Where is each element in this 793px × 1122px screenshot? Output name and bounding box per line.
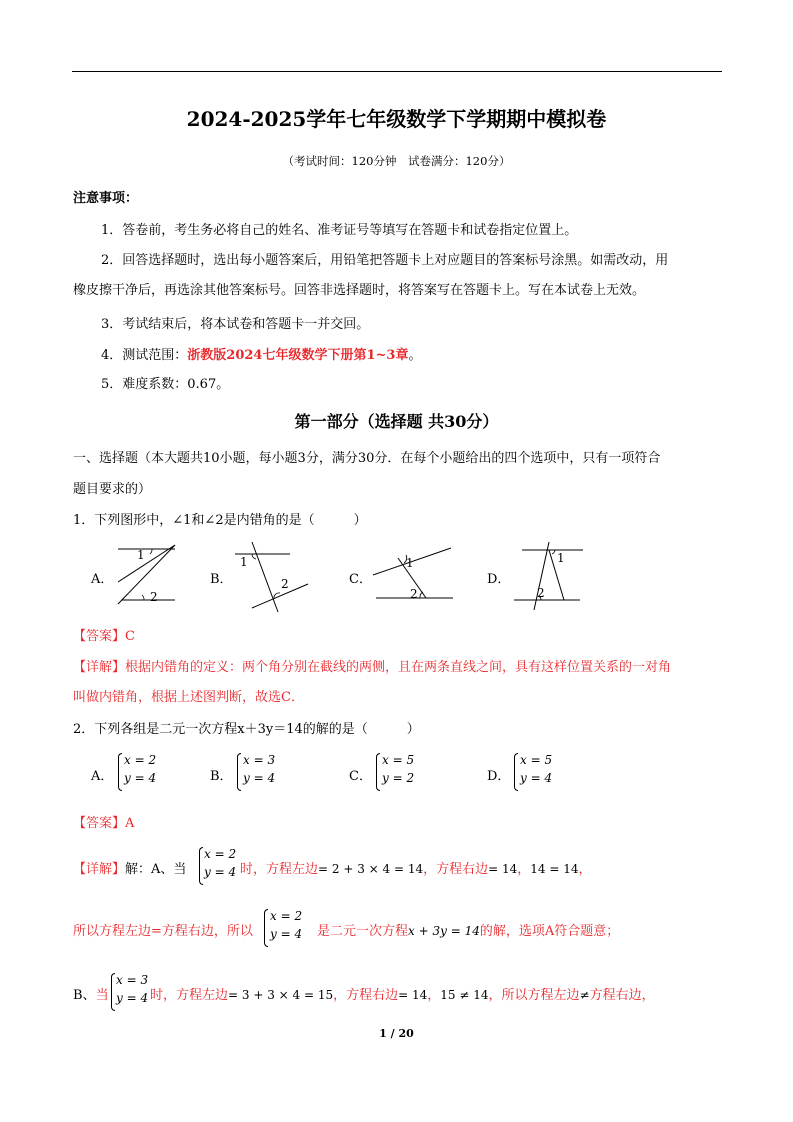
section-instruction-cont: 题目要求的） <box>73 482 152 497</box>
q2-detail-a-text1: 时，方程左边 <box>240 862 319 877</box>
q1-a-angle1: 1 <box>137 548 145 562</box>
q2-d-y: y = 4 <box>520 771 553 785</box>
q2-detail-a-system <box>204 845 236 881</box>
q2-option-b-system <box>243 751 275 787</box>
q1-option-d-label: D． <box>487 572 511 587</box>
q2-detail-a-calc3: 14 = 14 <box>530 862 579 876</box>
q1-detail-cont: 叫做内错角，根据上述图判断，故选C． <box>73 690 304 705</box>
q1-answer: 【答案】C <box>73 629 135 644</box>
q2-option-d-system <box>520 751 552 787</box>
q1-option-c-label: C． <box>349 572 372 587</box>
q2-option-b-label: B． <box>210 769 233 784</box>
q2-c-x: x = 5 <box>382 753 415 767</box>
q2-detail-b-text2: ，方程右边 <box>333 988 399 1003</box>
q2-detail-b-calc2: = 14 <box>398 988 428 1002</box>
q2-detail-a-x: x = 2 <box>204 847 237 861</box>
q2-answer: 【答案】A <box>73 816 135 831</box>
q2-detail-b-calc3: 15 ≠ 14 <box>440 988 489 1002</box>
q2-c-y: y = 2 <box>382 771 415 785</box>
q1-figure-a <box>110 540 180 610</box>
q1-a-angle2: 2 <box>150 590 158 604</box>
q1-figure-d <box>508 540 590 612</box>
q1-c-angle1: 1 <box>406 556 414 570</box>
q2-d-brace <box>514 753 518 791</box>
q2-detail-b-system <box>116 971 148 1007</box>
q1-b-angle2: 2 <box>281 577 289 591</box>
q1-c-angle2: 2 <box>410 587 418 601</box>
q2-a-brace <box>118 753 122 791</box>
q2-detail-line-3-rest <box>150 984 655 1003</box>
q2-detail-a-brace <box>199 847 203 885</box>
q2-detail-l2-text2: 是二元一次方程 <box>317 924 409 939</box>
notice-item-2: 2．回答选择题时，选出每小题答案后，用铅笔把答题卡上对应题目的答案标号涂黑。如需改动，用 <box>101 253 669 268</box>
q2-detail-l2-text1: 所以方程左边=方程右边，所以 <box>73 924 253 939</box>
q2-option-c-label: C． <box>349 769 372 784</box>
q2-detail-b-ne: ≠ <box>579 988 590 1002</box>
q2-detail-b-when: 当 <box>95 988 109 1003</box>
notice-item-4-prefix: 4．测试范围： <box>101 348 188 363</box>
q2-option-d-label: D． <box>487 769 511 784</box>
q2-a-y: y = 4 <box>124 771 157 785</box>
notice-item-3: 3．考试结束后，将本试卷和答题卡一并交回。 <box>101 317 370 332</box>
q2-b-y: y = 4 <box>243 771 276 785</box>
q2-detail-b-prefix: B、 <box>73 988 96 1003</box>
q1-option-b-label: B． <box>210 572 233 587</box>
q2-detail-b-y: y = 4 <box>116 991 149 1005</box>
q2-b-x: x = 3 <box>243 753 276 767</box>
q2-detail-a-calc2: = 14 <box>488 862 518 876</box>
q1-b-angle1: 1 <box>240 555 248 569</box>
q1-option-a-label: A． <box>91 572 114 587</box>
q1-d-angle2: 2 <box>537 586 545 600</box>
q2-detail-line-1 <box>73 858 186 877</box>
q1-figure-c <box>368 540 458 605</box>
q1-figure-b <box>230 540 310 612</box>
q2-b-brace <box>237 753 241 791</box>
q2-detail-line-1-rest <box>240 858 592 877</box>
q2-option-a-label: A． <box>91 769 114 784</box>
notice-item-2-cont: 橡皮擦干净后，再选涂其他答案标号。回答非选择题时，将答案写在答题卡上。写在本试卷上无效。 <box>73 283 646 298</box>
q2-detail-b-text5: 方程右边， <box>589 988 655 1003</box>
exam-info: （考试时间：120分钟 试卷满分：120分） <box>282 154 511 168</box>
q2-detail-l2-system <box>270 907 302 943</box>
q2-detail-line-3 <box>73 984 109 1003</box>
notice-item-4-suffix: 。 <box>408 348 422 363</box>
q2-detail-l2-y: y = 4 <box>270 927 303 941</box>
q2-detail-l2-eq: x + 3y = 14 <box>408 924 480 938</box>
q2-detail-a-text2: ，方程右边 <box>423 862 489 877</box>
q2-a-x: x = 2 <box>124 753 157 767</box>
notice-item-5: 5．难度系数：0.67。 <box>101 377 230 392</box>
q2-detail-b-x: x = 3 <box>116 973 149 987</box>
q2-detail-a-text3: ， <box>517 862 531 877</box>
q2-c-brace <box>376 753 380 791</box>
q2-d-x: x = 5 <box>520 753 553 767</box>
section-title: 第一部分（选择题 共30分） <box>294 412 499 431</box>
q2-detail-b-brace <box>111 973 115 1011</box>
notice-item-4 <box>101 344 421 363</box>
q2-detail-tag: 【详解】 <box>73 862 126 877</box>
q2-detail-l2-text3: 的解，选项A符合题意； <box>479 924 620 939</box>
q1-d-angle1: 1 <box>557 551 565 565</box>
q2-detail-b-text1: 时，方程左边 <box>150 988 229 1003</box>
q2-detail-l2-brace <box>264 909 268 947</box>
q1-detail: 【详解】根据内错角的定义：两个角分别在截线的两侧，且在两条直线之间，具有这样位置关系的一对角 <box>73 660 672 675</box>
q2-detail-b-text3: ， <box>427 988 441 1003</box>
test-scope: 浙教版2024七年级数学下册第1~3章 <box>187 348 409 363</box>
q2-detail-b-calc1: = 3 + 3 × 4 = 15 <box>228 988 334 1002</box>
q1-stem: 1．下列图形中，∠1和∠2是内错角的是（ ） <box>73 513 367 528</box>
page-number: 1 / 20 <box>379 1027 414 1040</box>
q2-detail-a-text4: ， <box>578 862 592 877</box>
section-instruction: 一、选择题（本大题共10小题，每小题3分，满分30分．在每个小题给出的四个选项中，只有一项符合 <box>73 451 661 466</box>
q2-detail-a-y: y = 4 <box>204 865 237 879</box>
q2-stem: 2．下列各组是二元一次方程x＋3y＝14的解的是（ ） <box>73 722 420 737</box>
page-title: 2024-2025学年七年级数学下学期期中模拟卷 <box>186 107 607 131</box>
q2-detail-a-calc1: = 2 + 3 × 4 = 14 <box>318 862 424 876</box>
q2-detail-line-2-rest <box>317 920 619 939</box>
q2-detail-l2-x: x = 2 <box>270 909 303 923</box>
q2-detail-a-prefix: 解：A、当 <box>125 862 187 877</box>
header-rule <box>72 71 722 72</box>
q2-option-a-system <box>124 751 156 787</box>
notice-item-1: 1．答卷前，考生务必将自己的姓名、准考证号等填写在答题卡和试卷指定位置上。 <box>101 223 578 238</box>
notice-heading: 注意事项： <box>73 191 139 206</box>
q2-detail-b-text4: ，所以方程左边 <box>488 988 580 1003</box>
q2-option-c-system <box>382 751 414 787</box>
